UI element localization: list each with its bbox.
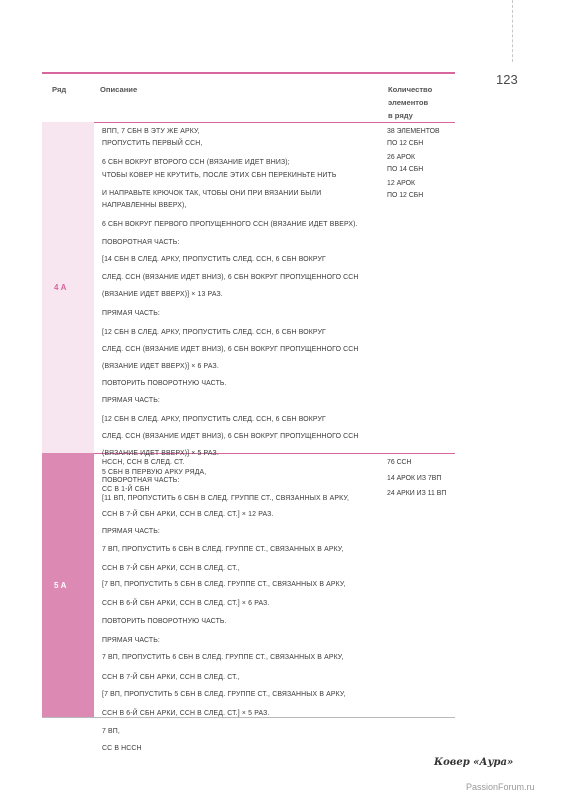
description-line: 7 ВП, ПРОПУСТИТЬ 6 СБН В СЛЕД. ГРУППЕ СТ., СВЯЗАННЫХ В АРКУ, <box>102 546 344 553</box>
description-line: ПРЯМАЯ ЧАСТЬ: <box>102 397 160 404</box>
description-line: (ВЯЗАНИЕ ИДЕТ ВВЕРХ)] × 5 РАЗ. <box>102 450 219 457</box>
description-line: ПРЯМАЯ ЧАСТЬ: <box>102 637 160 644</box>
row-separator <box>94 122 455 123</box>
table-bottom-rule <box>42 717 455 718</box>
header-count-line: элементов <box>388 98 429 107</box>
description-line: ПРЯМАЯ ЧАСТЬ: <box>102 310 160 317</box>
description-line: ПОВТОРИТЬ ПОВОРОТНУЮ ЧАСТЬ. <box>102 618 227 625</box>
margin-dash-line <box>512 0 513 62</box>
count-line: 24 АРКИ ИЗ 11 ВП <box>387 490 447 497</box>
header-count-line: Количество <box>388 85 433 94</box>
description-line: 6 СБН ВОКРУГ ВТОРОГО ССН (ВЯЗАНИЕ ИДЕТ ВНИЗ); <box>102 159 290 166</box>
description-line: (ВЯЗАНИЕ ИДЕТ ВВЕРХ)] × 13 РАЗ. <box>102 291 223 298</box>
count-line: 12 АРОК <box>387 180 415 187</box>
description-line: СЛЕД. ССН (ВЯЗАНИЕ ИДЕТ ВНИЗ), 6 СБН ВОКРУГ ПРОПУЩЕННОГО ССН <box>102 346 359 353</box>
description-line: ПОВОРОТНАЯ ЧАСТЬ: <box>102 477 180 484</box>
count-line: 14 АРОК ИЗ 7ВП <box>387 475 442 482</box>
description-line: ПРЯМАЯ ЧАСТЬ: <box>102 528 160 535</box>
header-description: Описание <box>100 85 138 94</box>
description-line: [12 СБН В СЛЕД. АРКУ, ПРОПУСТИТЬ СЛЕД. ССН, 6 СБН ВОКРУГ <box>102 329 326 336</box>
table-top-rule <box>42 72 455 74</box>
description-line: СЛЕД. ССН (ВЯЗАНИЕ ИДЕТ ВНИЗ), 6 СБН ВОКРУГ ПРОПУЩЕННОГО ССН <box>102 274 359 281</box>
description-line: ПОВОРОТНАЯ ЧАСТЬ: <box>102 239 180 246</box>
footer-title: Ковер «Аура» <box>434 757 514 768</box>
description-line: ЧТОБЫ КОВЕР НЕ КРУТИТЬ, ПОСЛЕ ЭТИХ СБН ПЕРЕКИНЬТЕ НИТЬ <box>102 172 337 179</box>
header-count-line: в ряду <box>388 111 413 120</box>
description-line: ССН В 7-Й СБН АРКИ, ССН В СЛЕД. СТ.] × 12 РАЗ. <box>102 511 274 518</box>
description-line: И НАПРАВЬТЕ КРЮЧОК ТАК, ЧТОБЫ ОНИ ПРИ ВЯЗАНИИ БЫЛИ <box>102 190 322 197</box>
description-line: ПОВТОРИТЬ ПОВОРОТНУЮ ЧАСТЬ. <box>102 380 227 387</box>
description-line: [7 ВП, ПРОПУСТИТЬ 5 СБН В СЛЕД. ГРУППЕ СТ., СВЯЗАННЫХ В АРКУ, <box>102 581 346 588</box>
count-line: 38 ЭЛЕМЕНТОВ <box>387 128 440 135</box>
count-line: 76 ССН <box>387 459 412 466</box>
description-line: НАПРАВЛЕННЫ ВВЕРХ), <box>102 202 187 209</box>
description-line: [14 СБН В СЛЕД. АРКУ, ПРОПУСТИТЬ СЛЕД. ССН, 6 СБН ВОКРУГ <box>102 256 326 263</box>
description-line: (ВЯЗАНИЕ ИДЕТ ВВЕРХ)] × 6 РАЗ. <box>102 363 219 370</box>
description-line: 7 ВП, <box>102 728 120 735</box>
description-line: ПРОПУСТИТЬ ПЕРВЫЙ ССН, <box>102 140 203 147</box>
description-line: ВПП, 7 СБН В ЭТУ ЖЕ АРКУ, <box>102 128 200 135</box>
description-line: 5 СБН В ПЕРВУЮ АРКУ РЯДА, <box>102 469 207 476</box>
description-line: [11 ВП, ПРОПУСТИТЬ 6 СБН В СЛЕД. ГРУППЕ СТ., СВЯЗАННЫХ В АРКУ, <box>102 495 350 502</box>
count-line: ПО 12 СБН <box>387 192 424 199</box>
count-line: ПО 12 СБН <box>387 140 424 147</box>
description-line: СЛЕД. ССН (ВЯЗАНИЕ ИДЕТ ВНИЗ), 6 СБН ВОКРУГ ПРОПУЩЕННОГО ССН <box>102 433 359 440</box>
description-line: 6 СБН ВОКРУГ ПЕРВОГО ПРОПУЩЕННОГО ССН (ВЯЗАНИЕ ИДЕТ ВВЕРХ). <box>102 221 358 228</box>
row-label-4a: 4 А <box>42 122 94 453</box>
description-line: СС В НССН <box>102 745 142 752</box>
description-line: СС В 1-Й СБН <box>102 486 150 493</box>
header-count <box>388 83 458 133</box>
count-line: 26 АРОК <box>387 154 415 161</box>
description-line: НССН, ССН В СЛЕД. СТ. <box>102 459 185 466</box>
row-label-5a: 5 А <box>42 453 94 717</box>
count-line: ПО 14 СБН <box>387 166 424 173</box>
description-line: 7 ВП, ПРОПУСТИТЬ 6 СБН В СЛЕД. ГРУППЕ СТ., СВЯЗАННЫХ В АРКУ, <box>102 654 344 661</box>
page-number: 123 <box>496 72 518 87</box>
description-line: ССН В 6-Й СБН АРКИ, ССН В СЛЕД. СТ.] × 6 РАЗ. <box>102 600 270 607</box>
description-line: [7 ВП, ПРОПУСТИТЬ 5 СБН В СЛЕД. ГРУППЕ СТ., СВЯЗАННЫХ В АРКУ, <box>102 691 346 698</box>
description-line: ССН В 7-Й СБН АРКИ, ССН В СЛЕД. СТ., <box>102 565 240 572</box>
watermark: PassionForum.ru <box>466 782 535 792</box>
description-line: [12 СБН В СЛЕД. АРКУ, ПРОПУСТИТЬ СЛЕД. ССН, 6 СБН ВОКРУГ <box>102 416 326 423</box>
header-row: Ряд <box>52 85 67 94</box>
description-line: ССН В 7-Й СБН АРКИ, ССН В СЛЕД. СТ., <box>102 674 240 681</box>
description-line: ССН В 6-Й СБН АРКИ, ССН В СЛЕД. СТ.] × 5 РАЗ. <box>102 710 270 717</box>
